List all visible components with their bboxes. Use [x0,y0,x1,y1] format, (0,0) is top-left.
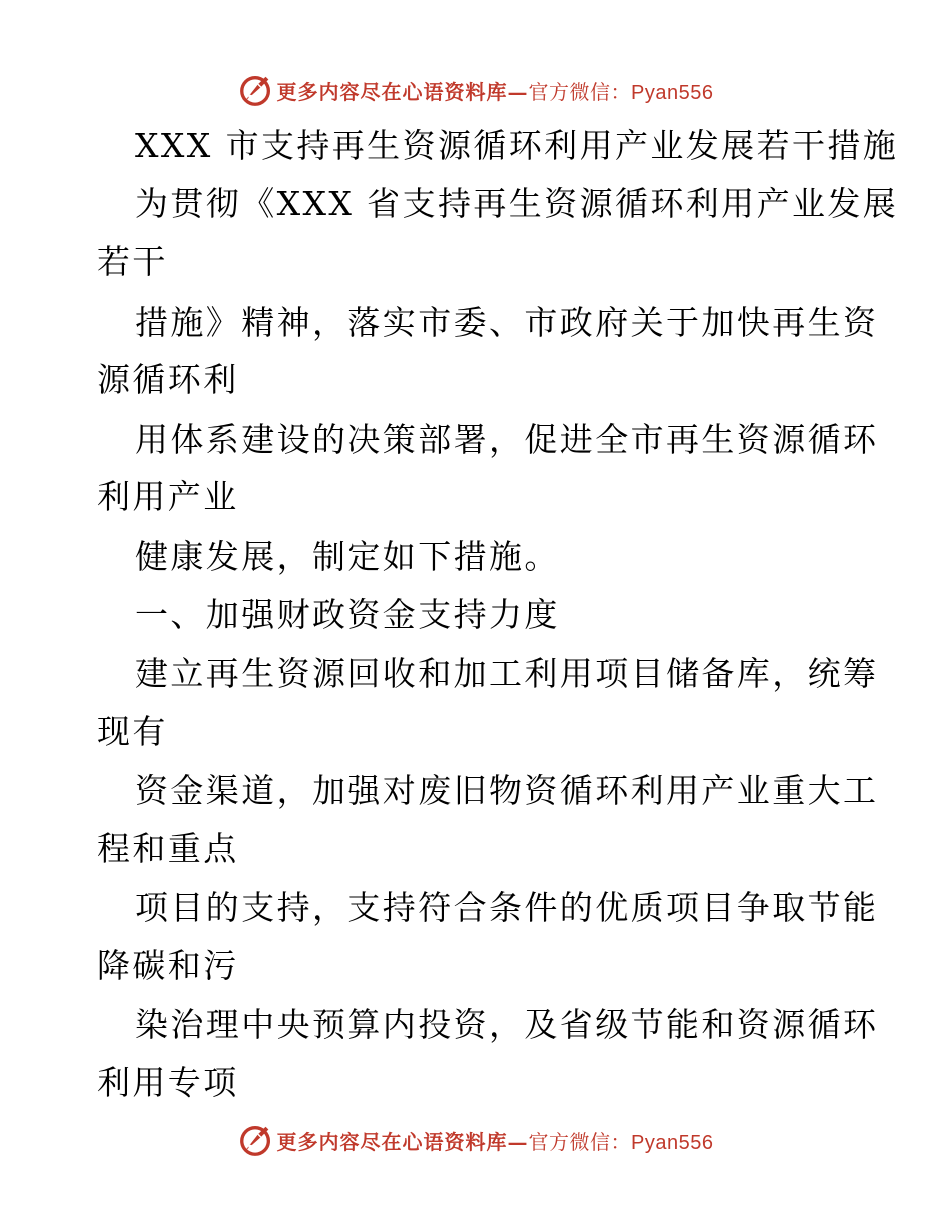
paragraph-line: 现有 [97,712,168,751]
footer-banner [0,1118,950,1162]
paragraph-line: 健康发展，制定如下措施。 [135,537,560,576]
paragraph-line: 染治理中央预算内投资，及省级节能和资源循环 [135,1005,879,1044]
banner-library-text: 更多内容尽在心语资料库 [276,1129,508,1154]
paragraph-line: 利用产业 [97,477,239,516]
paragraph-line: 用体系建设的决策部署，促进全市再生资源循环 [135,420,879,459]
paragraph-line: 建立再生资源回收和加工利用项目储备库，统筹 [135,654,879,693]
paragraph-line: 措施》精神，落实市委、市政府关于加快再生资 [135,303,879,342]
paragraph-line: 源循环利 [97,360,239,399]
paragraph-line: 若干 [97,242,168,281]
paragraph-line: 利用专项 [97,1063,239,1102]
paragraph-line: 项目的支持，支持符合条件的优质项目争取节能 [135,888,879,927]
banner-library-text: 更多内容尽在心语资料库 [276,79,508,104]
paragraph-line: 资金渠道，加强对废旧物资循环利用产业重大工 [135,771,879,810]
banner-wechat-text: 官方微信：Pyan556 [528,1131,714,1154]
banner-wechat-text: 官方微信：Pyan556 [528,81,714,104]
header-banner [0,68,950,112]
banner-dash: — [507,1129,529,1154]
paragraph-line: 为贯彻《XXX 省支持再生资源循环利用产业发展 [135,184,899,223]
banner-text [277,1126,714,1155]
banner-text [277,76,714,105]
pen-nib-logo-icon [237,1121,275,1159]
pen-nib-logo-icon [237,71,275,109]
paragraph-line: 降碳和污 [97,946,239,985]
paragraph-line: 程和重点 [97,829,239,868]
section-heading: 一、加强财政资金支持力度 [135,595,560,634]
document-title: XXX 市支持再生资源循环利用产业发展若干措施 [135,126,899,165]
banner-dash: — [507,79,529,104]
